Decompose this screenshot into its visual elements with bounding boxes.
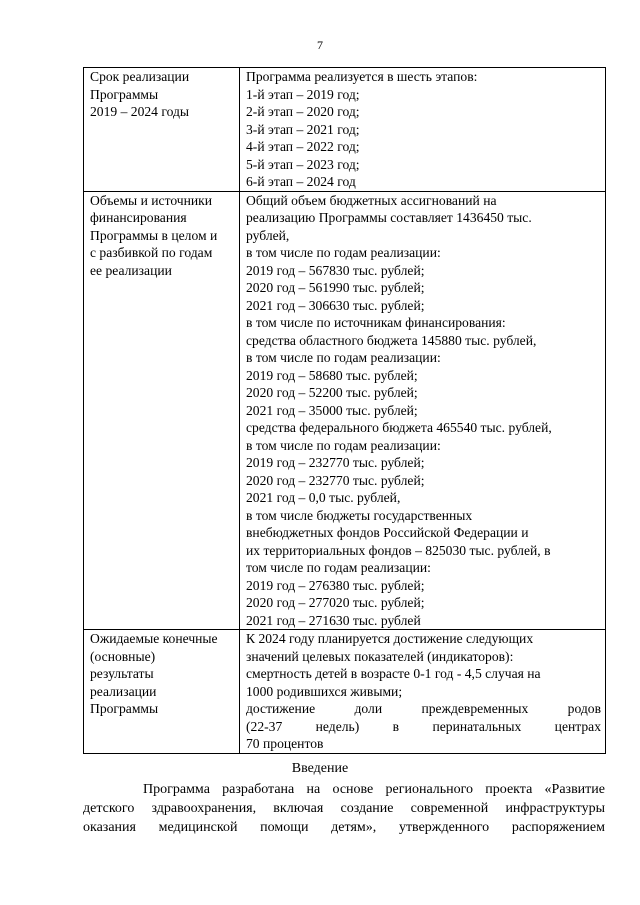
content-line: Программа реализуется в шесть этапов: xyxy=(246,69,478,84)
content-line: 2019 год – 232770 тыс. рублей; xyxy=(246,455,425,470)
label-line: Программы xyxy=(90,701,159,716)
label-line: (основные) xyxy=(90,648,156,664)
table-row xyxy=(84,191,606,630)
content-line: 2-й этап – 2020 год; xyxy=(246,104,360,119)
program-passport-table xyxy=(83,67,606,754)
content-line: 2020 год – 277020 тыс. рублей; xyxy=(246,595,425,610)
section-heading: Введение xyxy=(291,761,349,776)
content-line: в том числе по годам реализации: xyxy=(246,350,441,365)
content-line: смертность детей в возрасте 0-1 год - 4,5 случая на xyxy=(246,666,541,681)
content-line: реализацию Программы составляет 1436450 тыс. xyxy=(246,210,532,225)
page-number: 7 xyxy=(317,38,323,52)
row-content-period xyxy=(240,68,606,192)
content-line: рублей, xyxy=(246,227,290,243)
content-line: Общий объем бюджетных ассигнований на xyxy=(246,192,497,208)
label-line: Срок реализации xyxy=(90,69,190,84)
content-line: 1-й этап – 2019 год; xyxy=(246,86,360,102)
content-line-justified: достижение доли преждевременных родов xyxy=(246,701,601,716)
content-line: в том числе по годам реализации: xyxy=(246,437,441,453)
content-line: 2020 год – 232770 тыс. рублей; xyxy=(246,472,425,488)
paragraph-line: оказания медицинской помощи детям», утвержденного распоряжением xyxy=(83,820,605,835)
content-line: 2021 год – 271630 тыс. рублей xyxy=(246,612,421,628)
label-line: результаты xyxy=(90,666,154,681)
content-line: внебюджетных фондов Российской Федерации и xyxy=(246,525,529,540)
content-line: 2019 год – 567830 тыс. рублей; xyxy=(246,262,425,278)
row-label-period xyxy=(84,68,240,192)
content-line: 2019 год – 276380 тыс. рублей; xyxy=(246,577,425,593)
label-line: реализации xyxy=(90,683,157,699)
content-line: в том числе бюджеты государственных xyxy=(246,507,473,523)
label-line: с разбивкой по годам xyxy=(90,245,213,260)
content-line: 6-й этап – 2024 год xyxy=(246,174,356,189)
paragraph-line: детского здравоохранения, включая создание современной инфраструктуры xyxy=(83,801,605,816)
label-line: 2019 – 2024 годы xyxy=(90,104,190,119)
content-line: 4-й этап – 2022 год; xyxy=(246,139,360,154)
label-line: Объемы и источники xyxy=(90,192,213,208)
content-line: 2020 год – 52200 тыс. рублей; xyxy=(246,385,418,400)
label-line: Программы в целом и xyxy=(90,227,218,243)
content-line: 2021 год – 35000 тыс. рублей; xyxy=(246,402,418,418)
intro-paragraph xyxy=(83,780,605,837)
content-line: К 2024 году планируется достижение следующих xyxy=(246,631,534,646)
content-line: в том числе по источникам финансирования: xyxy=(246,315,506,330)
content-line: их территориальных фондов – 825030 тыс. рублей, в xyxy=(246,542,551,558)
content-line: средства областного бюджета 145880 тыс. рублей, xyxy=(246,332,537,348)
content-line-justified: (22-37 недель) в перинатальных центрах xyxy=(246,718,601,734)
row-content-results xyxy=(240,630,606,754)
label-line: финансирования xyxy=(90,210,187,225)
paragraph-line: Программа разработана на основе регионального проекта «Развитие xyxy=(143,782,605,797)
label-line: Программы xyxy=(90,86,159,102)
content-line: 2019 год – 58680 тыс. рублей; xyxy=(246,367,418,383)
content-line: 5-й этап – 2023 год; xyxy=(246,156,360,172)
table-row xyxy=(84,68,606,192)
table-row xyxy=(84,630,606,754)
content-line: 70 процентов xyxy=(246,736,324,751)
content-line: средства федерального бюджета 465540 тыс. рублей, xyxy=(246,420,552,435)
content-line: 2021 год – 306630 тыс. рублей; xyxy=(246,297,425,313)
content-line: 1000 родившихся живыми; xyxy=(246,683,403,699)
label-line: ее реализации xyxy=(90,262,172,278)
row-label-funding xyxy=(84,191,240,630)
label-line: Ожидаемые конечные xyxy=(90,631,218,646)
content-line: 3-й этап – 2021 год; xyxy=(246,121,360,137)
row-label-results xyxy=(84,630,240,754)
content-line: 2020 год – 561990 тыс. рублей; xyxy=(246,280,425,295)
content-line: в том числе по годам реализации: xyxy=(246,245,441,260)
content-line: том числе по годам реализации: xyxy=(246,560,431,575)
row-content-funding xyxy=(240,191,606,630)
content-line: значений целевых показателей (индикаторов): xyxy=(246,648,514,664)
content-line: 2021 год – 0,0 тыс. рублей, xyxy=(246,490,401,505)
